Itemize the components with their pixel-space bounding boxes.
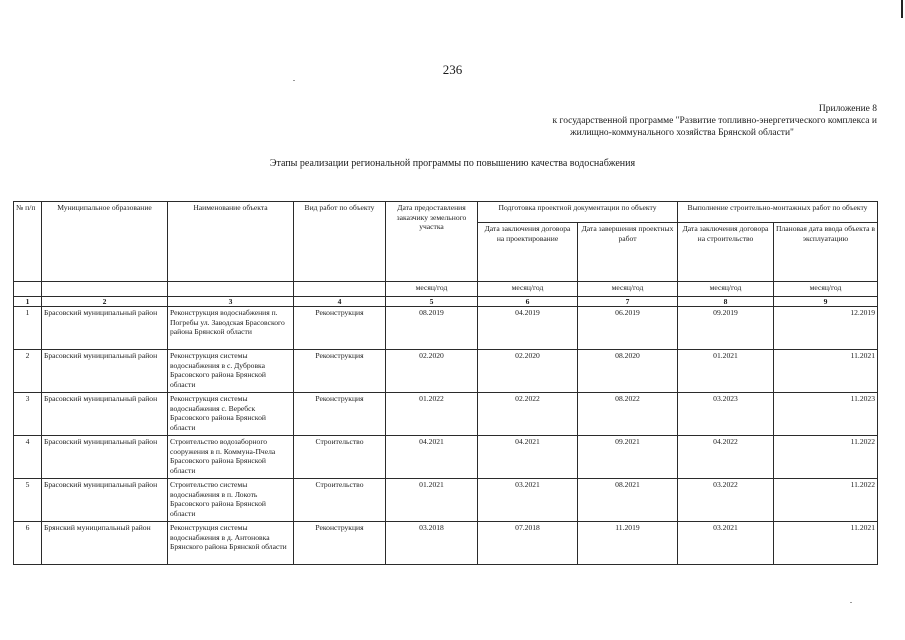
header-design-complete: Дата завершения проектных работ	[578, 223, 678, 282]
scan-speck	[293, 80, 295, 81]
cell-commissioning: 11.2021	[774, 350, 878, 393]
appendix-caption	[457, 103, 877, 139]
cell-commissioning: 11.2022	[774, 436, 878, 479]
cell-work-type: Реконструкция	[294, 393, 386, 436]
cell-municipality: Брасовский муниципальный район	[42, 479, 168, 522]
unit-cell-empty	[294, 282, 386, 297]
header-design-contract: Дата заключения договора на проектирование	[478, 223, 578, 282]
cell-land-date: 03.2018	[386, 522, 478, 565]
cell-design-complete: 09.2021	[578, 436, 678, 479]
cell-design-contract: 04.2019	[478, 307, 578, 350]
cell-no: 6	[14, 522, 42, 565]
cell-design-contract: 07.2018	[478, 522, 578, 565]
cell-commissioning: 11.2021	[774, 522, 878, 565]
column-number-row	[14, 297, 878, 307]
cell-object: Реконструкция системы водоснабжения в д. Антоновка Брянского района Брянской области	[168, 522, 294, 565]
cell-commissioning: 11.2023	[774, 393, 878, 436]
cell-no: 1	[14, 307, 42, 350]
header-row-top	[14, 202, 878, 223]
unit-cell-commissioning: месяц/год	[774, 282, 878, 297]
stages-table	[13, 201, 878, 565]
cell-design-contract: 02.2022	[478, 393, 578, 436]
cell-land-date: 08.2019	[386, 307, 478, 350]
unit-cell-empty	[14, 282, 42, 297]
header-object: Наименование объекта	[168, 202, 294, 282]
column-number: 8	[678, 297, 774, 307]
unit-cell-design-contract: месяц/год	[478, 282, 578, 297]
header-group-design: Подготовка проектной документации по объекту	[478, 202, 678, 223]
column-number: 9	[774, 297, 878, 307]
header-commissioning: Плановая дата ввода объекта в эксплуатацию	[774, 223, 878, 282]
unit-cell-land: месяц/год	[386, 282, 478, 297]
cell-object: Реконструкция системы водоснабжения в с. Дубровка Брасовского района Брянской области	[168, 350, 294, 393]
unit-cell-construction-contract: месяц/год	[678, 282, 774, 297]
cell-object: Строительство системы водоснабжения в п. Локоть Брасовского района Брянской области	[168, 479, 294, 522]
cell-no: 3	[14, 393, 42, 436]
column-number: 4	[294, 297, 386, 307]
cell-design-complete: 08.2020	[578, 350, 678, 393]
cell-no: 4	[14, 436, 42, 479]
cell-no: 2	[14, 350, 42, 393]
cell-municipality: Брасовский муниципальный район	[42, 350, 168, 393]
column-number: 1	[14, 297, 42, 307]
column-number: 6	[478, 297, 578, 307]
header-municipality: Муниципальное образование	[42, 202, 168, 282]
cell-work-type: Реконструкция	[294, 307, 386, 350]
table-row	[14, 307, 878, 350]
table-row	[14, 393, 878, 436]
cell-no: 5	[14, 479, 42, 522]
cell-work-type: Строительство	[294, 436, 386, 479]
cell-construction-contract: 09.2019	[678, 307, 774, 350]
header-land-date: Дата предоставления заказчику земельного участка	[386, 202, 478, 282]
cell-land-date: 04.2021	[386, 436, 478, 479]
cell-object: Реконструкция системы водоснабжения с. Веребск Брасовского района Брянской области	[168, 393, 294, 436]
unit-cell-design-complete: месяц/год	[578, 282, 678, 297]
header-group-construction: Выполнение строительно-монтажных работ по объекту	[678, 202, 878, 223]
scan-edge-mark	[901, 0, 903, 18]
cell-object: Строительство водозаборного сооружения в п. Коммуна-Пчела Брасовского района Брянской области	[168, 436, 294, 479]
cell-design-complete: 06.2019	[578, 307, 678, 350]
unit-cell-empty	[168, 282, 294, 297]
appendix-line-1: Приложение 8	[818, 104, 877, 114]
cell-design-complete: 11.2019	[578, 522, 678, 565]
cell-work-type: Реконструкция	[294, 522, 386, 565]
column-number: 5	[386, 297, 478, 307]
cell-construction-contract: 03.2021	[678, 522, 774, 565]
cell-design-complete: 08.2022	[578, 393, 678, 436]
cell-municipality: Брасовский муниципальный район	[42, 393, 168, 436]
table-row	[14, 350, 878, 393]
cell-commissioning: 11.2022	[774, 479, 878, 522]
unit-cell-empty	[42, 282, 168, 297]
cell-land-date: 02.2020	[386, 350, 478, 393]
document-title: Этапы реализации региональной программы по повышению качества водоснабжения	[269, 158, 636, 169]
page-number: 236	[442, 62, 463, 77]
cell-municipality: Брянский муниципальный район	[42, 522, 168, 565]
table-row	[14, 479, 878, 522]
column-number: 3	[168, 297, 294, 307]
cell-commissioning: 12.2019	[774, 307, 878, 350]
header-construction-contract: Дата заключения договора на строительство	[678, 223, 774, 282]
header-no: № п/п	[14, 202, 42, 282]
cell-design-complete: 08.2021	[578, 479, 678, 522]
header-unit-row	[14, 282, 878, 297]
appendix-line-3: жилищно-коммунального хозяйства Брянской области"	[570, 128, 794, 138]
table-row	[14, 522, 878, 565]
header-work-type: Вид работ по объекту	[294, 202, 386, 282]
cell-object: Реконструкция водоснабжения п. Погребы ул. Заводская Брасовского района Брянской области	[168, 307, 294, 350]
cell-municipality: Брасовский муниципальный район	[42, 307, 168, 350]
cell-design-contract: 02.2020	[478, 350, 578, 393]
cell-work-type: Строительство	[294, 479, 386, 522]
cell-work-type: Реконструкция	[294, 350, 386, 393]
cell-design-contract: 04.2021	[478, 436, 578, 479]
cell-construction-contract: 01.2021	[678, 350, 774, 393]
column-number: 2	[42, 297, 168, 307]
cell-construction-contract: 04.2022	[678, 436, 774, 479]
cell-design-contract: 03.2021	[478, 479, 578, 522]
column-number: 7	[578, 297, 678, 307]
cell-land-date: 01.2021	[386, 479, 478, 522]
cell-construction-contract: 03.2023	[678, 393, 774, 436]
appendix-line-2: к государственной программе "Развитие топливно-энергетического комплекса и	[552, 116, 877, 126]
cell-construction-contract: 03.2022	[678, 479, 774, 522]
table-row	[14, 436, 878, 479]
scan-speck	[850, 602, 852, 603]
cell-land-date: 01.2022	[386, 393, 478, 436]
cell-municipality: Брасовский муниципальный район	[42, 436, 168, 479]
